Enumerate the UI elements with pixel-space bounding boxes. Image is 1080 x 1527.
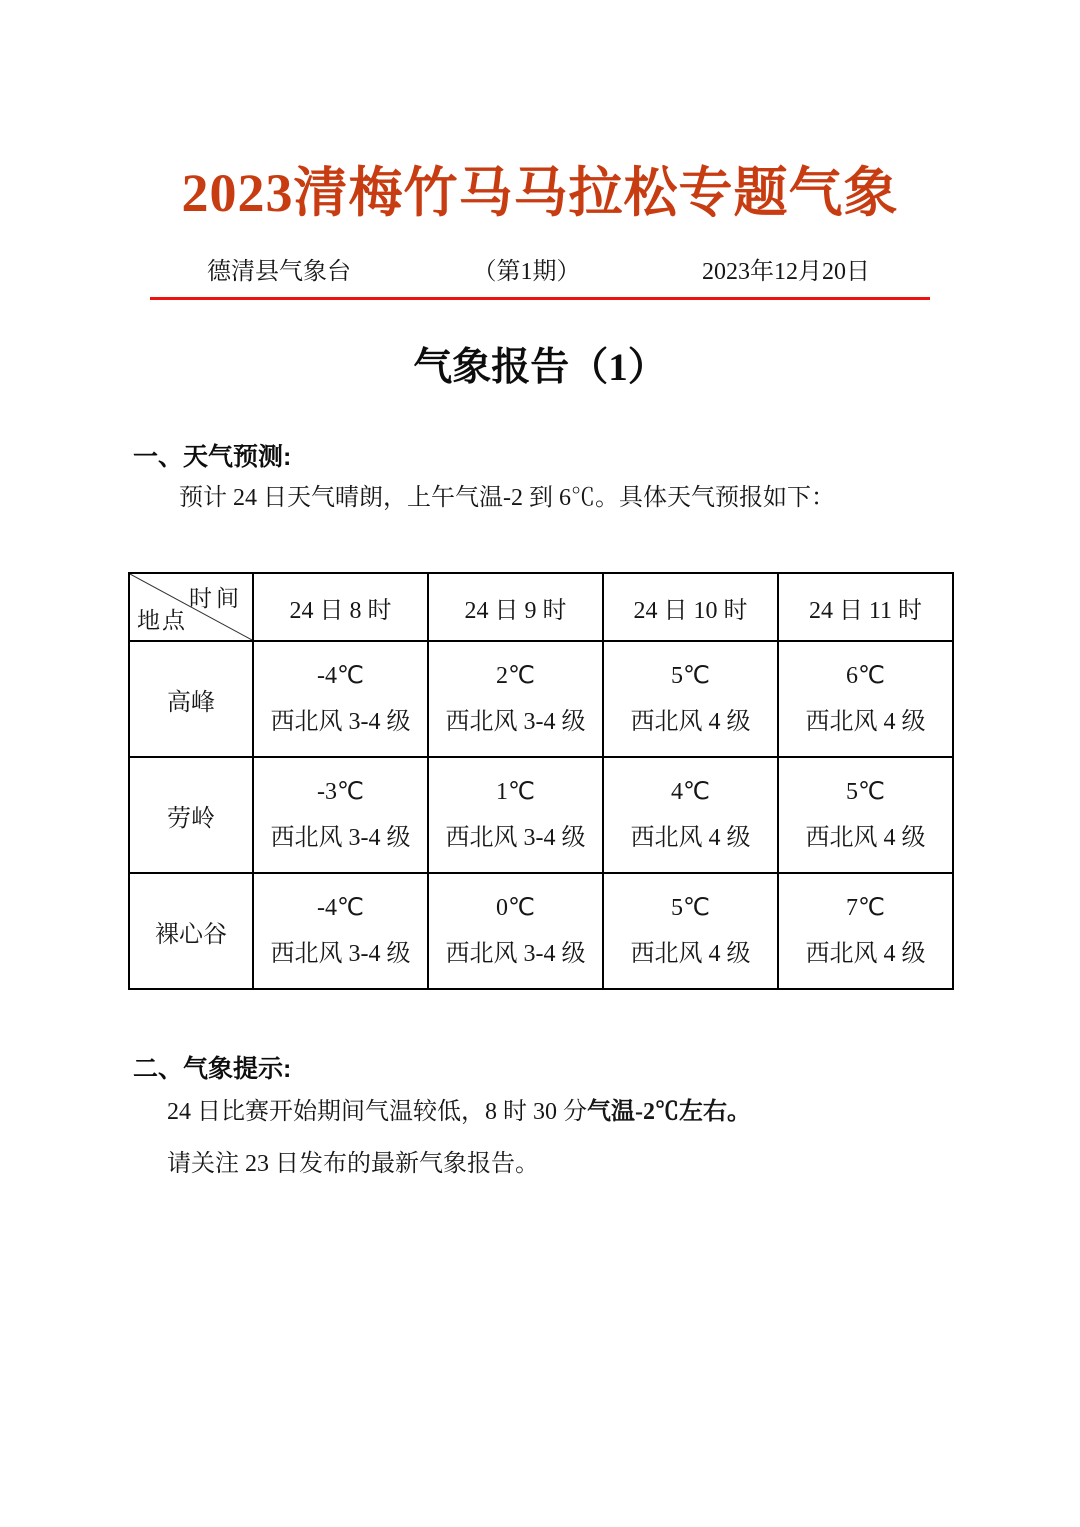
header-divider-rule [150, 297, 930, 300]
table-row [129, 757, 953, 873]
forecast-cell [603, 641, 778, 757]
forecast-header-row [129, 573, 953, 641]
column-header-8h: 24 日 8 时 [253, 573, 428, 641]
wind-value: 西北风 4 级 [630, 709, 751, 735]
wind-value: 西北风 3-4 级 [445, 941, 586, 967]
column-header-9h: 24 日 9 时 [428, 573, 603, 641]
forecast-cell [253, 873, 428, 989]
temperature-value: 1℃ [496, 779, 535, 805]
column-header-10h: 24 日 10 时 [603, 573, 778, 641]
row-location-label: 裸心谷 [129, 873, 253, 989]
column-header-11h: 24 日 11 时 [778, 573, 953, 641]
wind-value: 西北风 4 级 [805, 941, 926, 967]
corner-header-cell [129, 573, 253, 641]
masthead [207, 251, 870, 286]
row-location-label: 高峰 [129, 641, 253, 757]
temperature-value: 4℃ [671, 779, 710, 805]
table-row [129, 641, 953, 757]
corner-label-time: 时间 [189, 586, 243, 611]
forecast-cell [778, 757, 953, 873]
section2-line1-bold: 气温-2℃左右。 [587, 1099, 751, 1125]
forecast-table [128, 572, 954, 990]
section2-line1-normal: 24 日比赛开始期间气温较低，8 时 30 分 [167, 1099, 587, 1125]
wind-value: 西北风 4 级 [805, 709, 926, 735]
section2-heading: 二、气象提示: [133, 1055, 292, 1083]
section1-intro-text: 预计 24 日天气晴朗，上午气温-2 到 6℃。具体天气预报如下： [179, 485, 835, 511]
forecast-cell [778, 873, 953, 989]
temperature-value: -3℃ [317, 779, 364, 805]
section2-line1 [167, 1098, 751, 1127]
masthead-issue-number: （第1期） [472, 259, 581, 285]
wind-value: 西北风 4 级 [805, 825, 926, 851]
row-location-label: 劳岭 [129, 757, 253, 873]
wind-value: 西北风 3-4 级 [445, 825, 586, 851]
wind-value: 西北风 3-4 级 [270, 941, 411, 967]
temperature-value: 2℃ [496, 663, 535, 689]
section2-line2: 请关注 23 日发布的最新气象报告。 [167, 1151, 539, 1177]
temperature-value: 5℃ [671, 895, 710, 921]
wind-value: 西北风 3-4 级 [270, 709, 411, 735]
forecast-cell [428, 757, 603, 873]
temperature-value: 5℃ [671, 663, 710, 689]
forecast-cell [603, 873, 778, 989]
forecast-cell [428, 873, 603, 989]
document-title: 2023清梅竹马马拉松专题气象 [181, 163, 899, 223]
temperature-value: 0℃ [496, 895, 535, 921]
forecast-cell [253, 641, 428, 757]
temperature-value: 5℃ [846, 779, 885, 805]
table-row [129, 873, 953, 989]
temperature-value: 7℃ [846, 895, 885, 921]
forecast-cell [603, 757, 778, 873]
masthead-date: 2023年12月20日 [702, 259, 870, 285]
report-title: 气象报告（1） [413, 346, 667, 389]
wind-value: 西北风 3-4 级 [270, 825, 411, 851]
temperature-value: -4℃ [317, 895, 364, 921]
wind-value: 西北风 4 级 [630, 941, 751, 967]
wind-value: 西北风 3-4 级 [445, 709, 586, 735]
corner-label-place: 地点 [137, 608, 187, 633]
masthead-issuer: 德清县气象台 [207, 259, 351, 285]
forecast-cell [428, 641, 603, 757]
forecast-cell [253, 757, 428, 873]
temperature-value: 6℃ [846, 663, 885, 689]
temperature-value: -4℃ [317, 663, 364, 689]
section1-heading: 一、天气预测: [133, 443, 292, 471]
wind-value: 西北风 4 级 [630, 825, 751, 851]
forecast-cell [778, 641, 953, 757]
